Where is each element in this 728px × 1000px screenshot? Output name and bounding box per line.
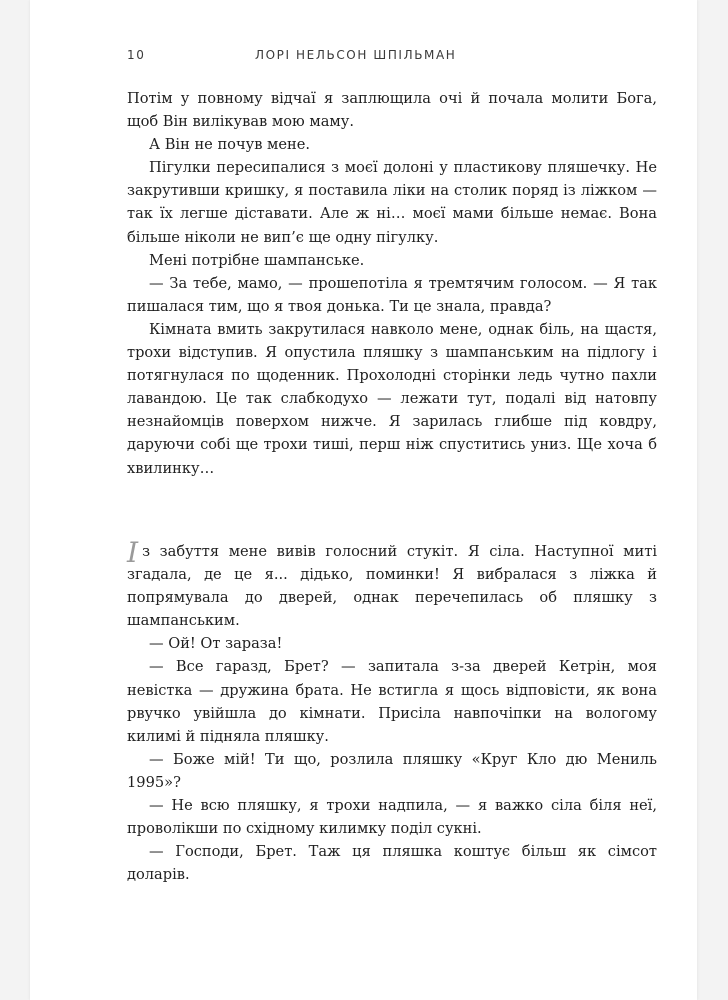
running-head: ЛОРІ НЕЛЬСОН ШПІЛЬМАН — [255, 48, 457, 62]
paragraph: — Господи, Брет. Таж ця пляшка коштує більш як сімсот доларів. — [127, 843, 657, 884]
page-header — [127, 48, 657, 66]
paragraph: Кімната вмить закрутилася навколо мене, однак біль, на щастя, трохи відступив. Я опустила пляшку з шампанським на підлогу і потягнулася по щоденник. Прохолодні сторінки ледь чутно пахли лавандою. Це так слабкодухо — лежати тут, подалі від натовпу незнайомців поверхом нижче. Я зарилась глибше під ковдру, даруючи собі ще трохи тиші, перш ніж спуститись униз. Ще хоча б хвилинку… — [127, 320, 657, 477]
paragraph: Пігулки пересипалися з моєї долоні у пластикову пляшечку. Не закрутивши кришку, я поставила ліки на столик поряд із ліжком — так їх легше діставати. Але ж ні… моєї мами більше немає. Вона більше ніколи не вип’є ще одну пігулку. — [127, 159, 657, 246]
paragraph: Мені потрібне шампанське. — [149, 251, 365, 269]
text-section-2 — [127, 536, 657, 886]
page-number: 10 — [127, 48, 146, 62]
paragraph: — Ой! От зараза! — [149, 635, 283, 653]
paragraph: Потім у повному відчаї я заплющила очі й почала молити Бога, щоб Він вилікував мою маму. — [127, 90, 657, 131]
paragraph: А Він не почув мене. — [149, 136, 311, 154]
paragraph-text: з забуття мене вивів голосний стукіт. Я сіла. Наступної миті згадала, де це я... дідько, поминки! Я вибралася з ліжка й попрямувала до дверей, однак перечепилась об пляшку з шампанським. — [127, 543, 657, 630]
paragraph: — Боже мій! Ти що, розлила пляшку «Круг Кло дю Мениль 1995»? — [127, 750, 657, 791]
drop-cap: І — [127, 536, 139, 569]
book-page — [30, 0, 697, 1000]
paragraph: — За тебе, мамо, — прошепотіла я тремтячим голосом. — Я так пишалася тим, що я твоя донька. Ти це знала, правда? — [127, 274, 657, 315]
text-section-1 — [127, 87, 657, 480]
section-opening-paragraph — [127, 536, 657, 632]
paragraph: — Не всю пляшку, я трохи надпила, — я важко сіла біля неї, проволікши по східному килимку поділ сукні. — [127, 797, 657, 838]
paragraph: — Все гаразд, Брет? — запитала з-за дверей Кетрін, моя невістка — дружина брата. Не встигла я щось відповісти, як вона рвучко увійшла до кімнати. Присіла навпочіпки на вологому килимі й підняла пляшку. — [127, 658, 657, 745]
